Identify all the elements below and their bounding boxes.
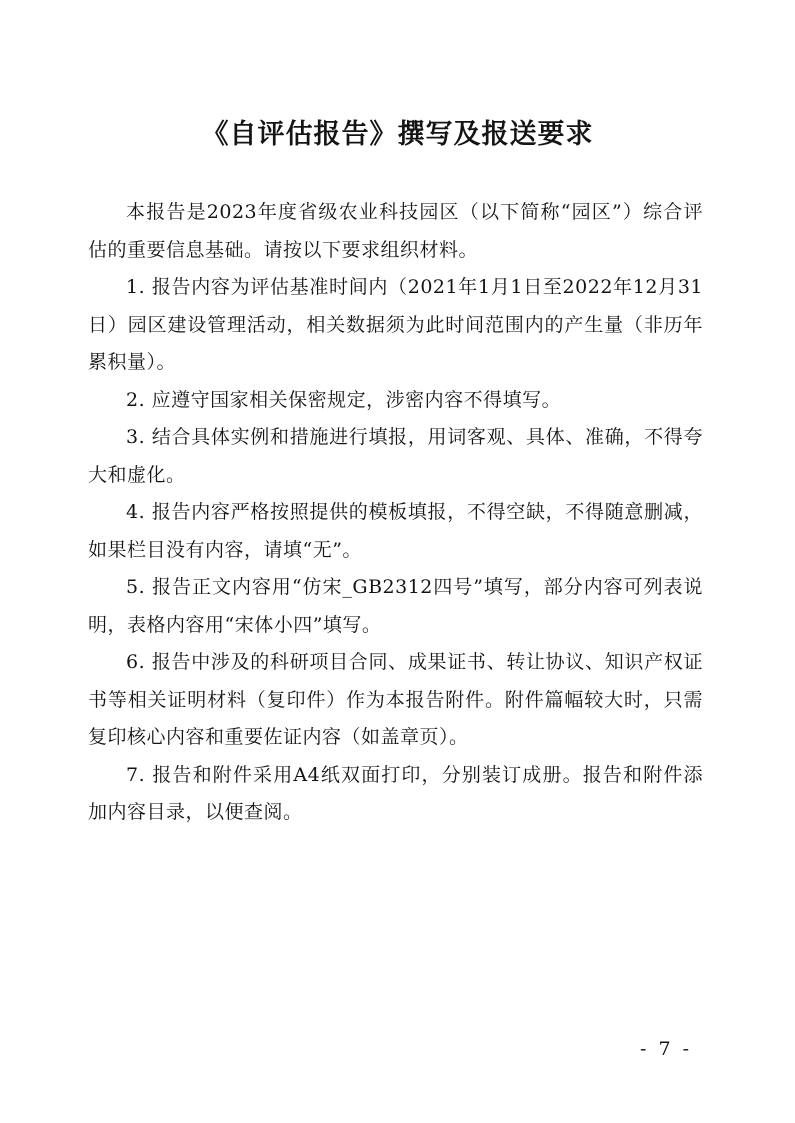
paragraph-item-5: 5. 报告正文内容用“仿宋_GB2312四号”填写，部分内容可列表说明，表格内容用“宋体小四”填写。 xyxy=(88,576,703,636)
paragraph-item-3: 3. 结合具体实例和措施进行填报，用词客观、具体、准确，不得夸大和虚化。 xyxy=(88,426,703,486)
paragraph-item-1: 1. 报告内容为评估基准时间内（2021年1月1日至2022年12月31日）园区建设管理活动，相关数据须为此时间范围内的产生量（非历年累积量）。 xyxy=(88,276,703,373)
page-number: - 7 - xyxy=(640,1038,693,1060)
paragraph-item-7: 7. 报告和附件采用A4纸双面打印，分别装订成册。报告和附件添加内容目录，以便查阅。 xyxy=(88,763,703,823)
paragraph-intro: 本报告是2023年度省级农业科技园区（以下简称“园区”）综合评估的重要信息基础。请按以下要求组织材料。 xyxy=(88,201,703,261)
paragraph-item-2: 2. 应遵守国家相关保密规定，涉密内容不得填写。 xyxy=(126,388,562,411)
paragraph-item-6: 6. 报告中涉及的科研项目合同、成果证书、转让协议、知识产权证书等相关证明材料（复印件）作为本报告附件。附件篇幅较大时，只需复印核心内容和重要佐证内容（如盖章页）。 xyxy=(88,651,703,748)
paragraph-item-4: 4. 报告内容严格按照提供的模板填报，不得空缺，不得随意删减，如果栏目没有内容，请填“无”。 xyxy=(88,501,703,561)
document-title: 《自评估报告》撰写及报送要求 xyxy=(201,119,594,150)
document-body xyxy=(88,194,703,832)
